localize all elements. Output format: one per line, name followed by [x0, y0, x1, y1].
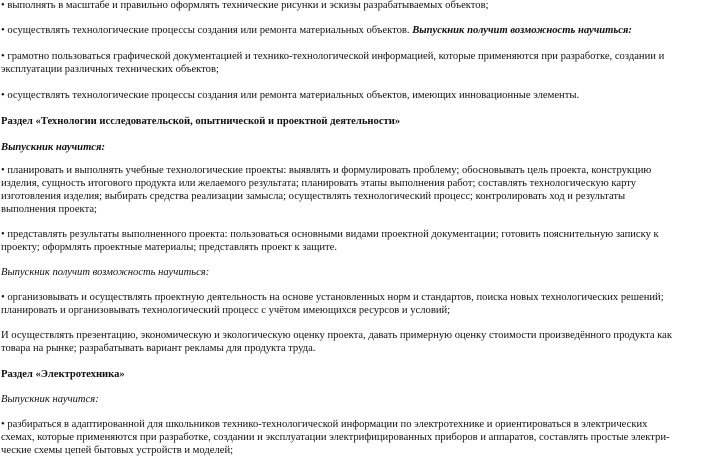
- paragraph-line: ческие схемы цепей бытовых устройств и моделей;: [1, 445, 234, 456]
- paragraph-line: планировать и организовывать технологический процесс с учётом имеющихся ресурсов и условий;: [1, 305, 451, 316]
- paragraph-line: проекту; оформлять проектные материалы; представлять проект к защите.: [1, 242, 338, 253]
- paragraph-line: • организовывать и осуществлять проектную деятельность на основе установленных норм и стандартов, поиска новых технологических решений;: [1, 292, 664, 303]
- paragraph-line: выполнения проекта;: [1, 204, 97, 215]
- section-heading: Раздел «Электротехника»: [1, 369, 125, 380]
- subsection-heading: Выпускник научится:: [1, 394, 99, 405]
- paragraph-line: • разбираться в адаптированной для школьников технико-технологической информации по электротехнике и ориентироваться в электрических: [1, 419, 648, 430]
- paragraph-line: • планировать и выполнять учебные технологические проекты: выявлять и формулировать проблему; обосновывать цель проекта, конструкцию: [1, 165, 652, 176]
- paragraph-line: • осуществлять технологические процессы создания или ремонта материальных объектов, имеющих инновационные элементы.: [1, 90, 580, 101]
- paragraph-line: товара на рынке; разрабатывать вариант рекламы для продукта труда.: [1, 343, 316, 354]
- paragraph-line: И осуществлять презентацию, экономическую и экологическую оценку проекта, давать примерную оценку стоимости произведённого продукта как: [1, 330, 673, 341]
- paragraph-line: • представлять результаты выполненного проекта: пользоваться основными видами проектной документации; готовить пояснительную записку к: [1, 229, 659, 240]
- paragraph-line: [1, 24, 632, 37]
- subsection-heading: Выпускник получит возможность научиться:: [1, 267, 210, 278]
- paragraph-line: • выполнять в масштабе и правильно оформлять технические рисунки и эскизы разрабатываемых объектов;: [1, 0, 489, 11]
- paragraph-line: • грамотно пользоваться графической документацией и технико-технологической информацией, которые применяются при разработке, создании и: [1, 51, 665, 62]
- paragraph-line: изделия, сущность итогового продукта или желаемого результата; планировать этапы выполнения работ; составлять технологическую карту: [1, 178, 637, 189]
- paragraph-line: изготовления изделия; выбирать средства реализации замысла; осуществлять технологический процесс; контролировать ход и результаты: [1, 191, 626, 202]
- section-heading: Раздел «Технологии исследовательской, опытнической и проектной деятельности»: [1, 116, 401, 127]
- subsection-heading: Выпускник научится:: [1, 142, 105, 153]
- paragraph-line: эксплуатации различных технических объектов;: [1, 64, 219, 75]
- emphasis-heading: Выпускник получит возможность научиться:: [412, 25, 632, 36]
- paragraph-text: • осуществлять технологические процессы создания или ремонта материальных объектов.: [1, 25, 413, 36]
- paragraph-line: схемах, которые применяются при разработке, создании и эксплуатации электрифицированных приборов и аппаратов, составлять простые электри-: [1, 432, 670, 443]
